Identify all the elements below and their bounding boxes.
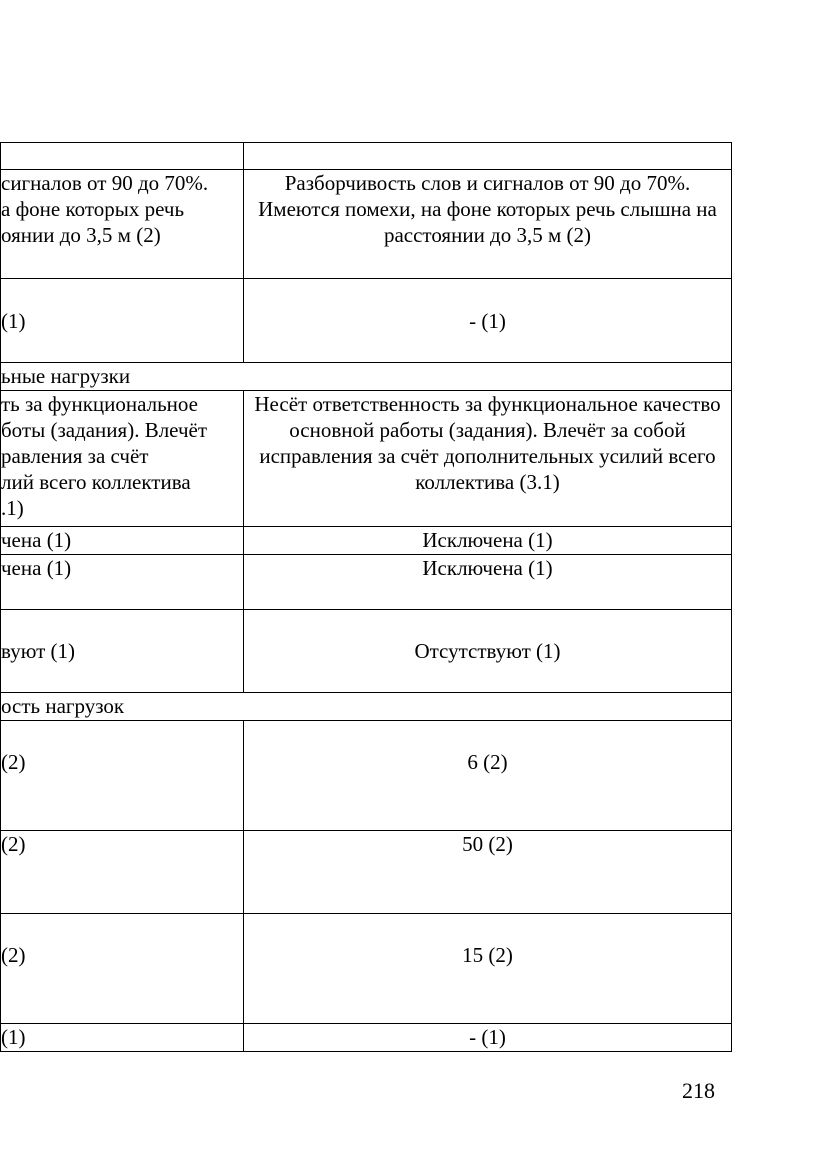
cell-line: сигналов от 90 до 70%. <box>1 171 209 195</box>
table-row <box>1 1024 732 1052</box>
table-row <box>1 527 732 555</box>
table-cell-left: (2) <box>1 914 244 1024</box>
page-number: 218 <box>682 1078 715 1103</box>
cell-line: а фоне которых речь <box>1 197 185 221</box>
table-row <box>1 143 732 170</box>
table-cell-left <box>1 143 244 170</box>
table-row <box>1 721 732 831</box>
cell-line: оянии до 3,5 м (2) <box>1 223 161 247</box>
cell-line: ть за функциональное <box>1 392 198 416</box>
table-row <box>1 914 732 1024</box>
table-cell-left: чена (1) <box>1 555 244 610</box>
cell-line: лий всего коллектива <box>1 470 191 494</box>
table-cell-left: вуют (1) <box>1 610 244 693</box>
continuation-table <box>0 142 731 1052</box>
table-row <box>1 170 732 279</box>
table-cell-left: (1) <box>1 1024 244 1052</box>
table-cell-right: 15 (2) <box>244 914 732 1024</box>
table-row <box>1 279 732 363</box>
table-cell-left: чена (1) <box>1 527 244 555</box>
section-row <box>1 363 732 391</box>
section-row <box>1 693 732 721</box>
cell-line: боты (задания). Влечёт <box>1 418 208 442</box>
table-cell-right: - (1) <box>244 279 732 363</box>
table-cell-right <box>244 143 732 170</box>
table-row <box>1 555 732 610</box>
table-cell-left <box>1 391 244 527</box>
table-cell-right: 50 (2) <box>244 831 732 914</box>
section-heading: ость нагрузок <box>1 693 732 721</box>
workload-table <box>0 142 732 1052</box>
table-cell-left <box>1 170 244 279</box>
section-heading: ьные нагрузки <box>1 363 732 391</box>
table-cell-right: Разборчивость слов и сигналов от 90 до 70%. Имеются помехи, на фоне которых речь слышна на расстоянии до 3,5 м (2) <box>244 170 732 279</box>
cell-line: .1) <box>1 496 24 520</box>
table-cell-right: Исключена (1) <box>244 555 732 610</box>
table-row <box>1 610 732 693</box>
table-cell-right: Несёт ответственность за функциональное качество основной работы (задания). Влечёт за собой исправления за счёт дополнительных усилий всего коллектива (3.1) <box>244 391 732 527</box>
table-cell-right: Исключена (1) <box>244 527 732 555</box>
table-cell-left: (2) <box>1 831 244 914</box>
cell-line: равления за счёт <box>1 444 149 468</box>
table-cell-right: Отсутствуют (1) <box>244 610 732 693</box>
table-row <box>1 831 732 914</box>
table-cell-left: (2) <box>1 721 244 831</box>
table-cell-right: - (1) <box>244 1024 732 1052</box>
table-cell-left: (1) <box>1 279 244 363</box>
table-cell-right: 6 (2) <box>244 721 732 831</box>
table-row <box>1 391 732 527</box>
